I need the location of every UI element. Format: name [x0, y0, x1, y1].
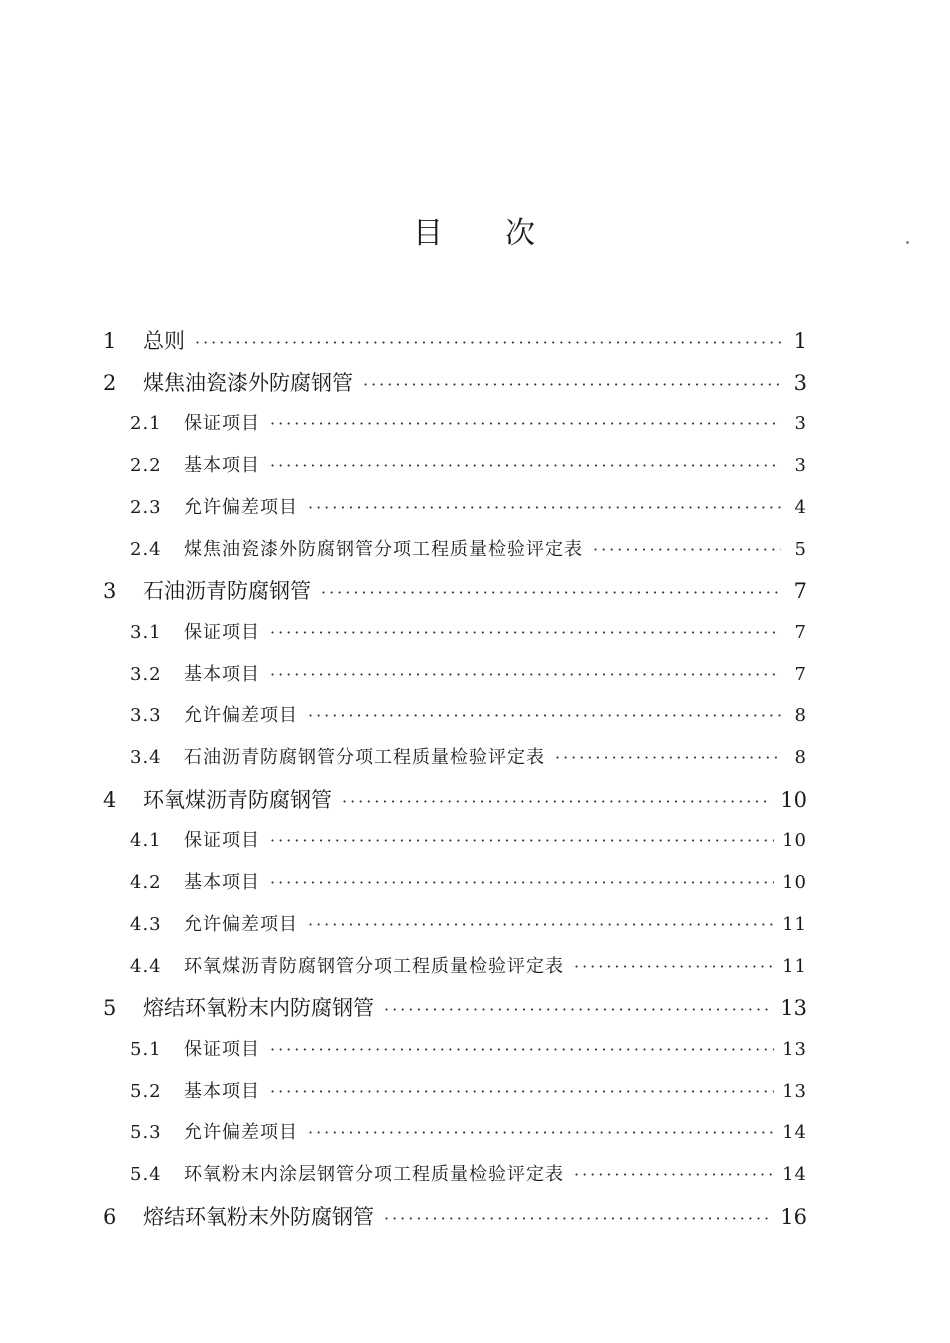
toc-label: 基本项目	[184, 663, 260, 685]
toc-page-number: 3	[794, 455, 807, 477]
toc-label: 保证项目	[184, 1038, 260, 1060]
toc-number: 4.3	[130, 913, 162, 935]
toc-leader-dots	[270, 821, 774, 861]
toc-chapter[interactable]	[103, 780, 807, 820]
toc-page-number: 4	[794, 496, 807, 518]
toc-label: 允许偏差项目	[184, 1122, 298, 1144]
toc-number: 5.3	[130, 1122, 162, 1144]
toc-label: 石油沥青防腐钢管	[143, 579, 311, 604]
toc-label: 基本项目	[184, 1080, 260, 1102]
toc-label: 煤焦油瓷漆外防腐钢管	[143, 370, 353, 395]
toc-section[interactable]	[130, 446, 807, 486]
toc-section[interactable]	[130, 488, 807, 528]
toc-leader-dots	[270, 1072, 774, 1112]
toc-label: 石油沥青防腐钢管分项工程质量检验评定表	[184, 747, 545, 768]
toc-leader-dots	[574, 1155, 774, 1195]
toc-chapter[interactable]	[103, 571, 807, 611]
toc-number: 2.1	[130, 413, 162, 435]
toc-leader-dots	[593, 530, 781, 570]
toc-label: 保证项目	[184, 413, 260, 435]
toc-number: 3.1	[130, 621, 162, 643]
toc-leader-dots	[574, 947, 774, 987]
toc-section[interactable]	[130, 947, 807, 987]
toc-leader-dots	[384, 1199, 772, 1239]
toc-page-number: 11	[782, 913, 807, 935]
toc-number: 3.4	[130, 747, 162, 768]
toc-number: 2	[103, 370, 117, 395]
toc-leader-dots	[308, 905, 774, 945]
toc-label: 基本项目	[184, 455, 260, 477]
toc-number: 4	[103, 787, 117, 812]
toc-number: 4.4	[130, 955, 162, 977]
toc-page-number: 10	[782, 830, 807, 852]
toc-leader-dots	[308, 1113, 774, 1153]
toc-leader-dots	[270, 1030, 774, 1070]
toc-number: 3	[103, 579, 117, 604]
toc-chapter[interactable]	[103, 321, 807, 361]
toc-label: 允许偏差项目	[184, 913, 298, 935]
toc-number: 5	[103, 996, 117, 1021]
toc-page-number: 3	[793, 370, 807, 395]
toc-page-number: 3	[794, 413, 807, 435]
toc-section[interactable]	[130, 1072, 807, 1112]
toc-label: 熔结环氧粉末内防腐钢管	[143, 996, 374, 1021]
toc-number: 3.3	[130, 705, 162, 727]
toc-section[interactable]	[130, 404, 807, 444]
toc-number: 3.2	[130, 663, 162, 685]
toc-number: 5.1	[130, 1038, 162, 1060]
toc-page-number: 1	[793, 329, 807, 353]
toc-section[interactable]	[130, 1030, 807, 1070]
toc-page-number: 8	[794, 705, 807, 727]
toc-section[interactable]	[130, 863, 807, 903]
toc-label: 环氧煤沥青防腐钢管	[143, 787, 332, 812]
toc-leader-dots	[270, 446, 781, 486]
toc-section[interactable]	[130, 613, 807, 653]
toc-leader-dots	[270, 655, 781, 695]
toc-leader-dots	[384, 990, 772, 1030]
toc-leader-dots	[270, 404, 781, 444]
toc-number: 6	[103, 1204, 117, 1229]
toc-leader-dots	[308, 696, 781, 736]
toc-label: 环氧粉末内涂层钢管分项工程质量检验评定表	[184, 1164, 564, 1185]
toc-page-number: 10	[780, 787, 807, 812]
toc-page-number: 10	[782, 872, 807, 894]
toc-page-number: 7	[794, 663, 807, 685]
toc-leader-dots	[270, 863, 774, 903]
toc-leader-dots	[321, 573, 781, 613]
toc-label: 保证项目	[184, 621, 260, 643]
toc-label: 允许偏差项目	[184, 496, 298, 518]
toc-label: 基本项目	[184, 872, 260, 894]
toc-label: 环氧煤沥青防腐钢管分项工程质量检验评定表	[184, 955, 564, 977]
toc-number: 2.3	[130, 496, 162, 518]
toc-page-number: 16	[780, 1204, 807, 1229]
title-char-1: 目	[413, 216, 445, 251]
toc-leader-dots	[555, 738, 781, 778]
toc-section[interactable]	[130, 821, 807, 861]
toc-chapter[interactable]	[103, 1197, 807, 1237]
toc-section[interactable]	[130, 696, 807, 736]
toc-page-number: 7	[794, 621, 807, 643]
toc-label: 保证项目	[184, 830, 260, 852]
toc-number: 1	[103, 329, 117, 353]
toc-chapter[interactable]	[103, 988, 807, 1028]
toc-page-number: 13	[782, 1038, 807, 1060]
toc-label: 总则	[143, 329, 185, 353]
toc-section[interactable]	[130, 905, 807, 945]
toc-section[interactable]	[130, 530, 807, 570]
toc-label: 允许偏差项目	[184, 705, 298, 727]
page-title	[0, 208, 950, 252]
toc-label: 熔结环氧粉末外防腐钢管	[143, 1204, 374, 1229]
toc-page-number: 14	[782, 1122, 807, 1144]
toc-section[interactable]	[130, 1155, 807, 1195]
toc-leader-dots	[195, 323, 781, 363]
toc-page-number: 13	[780, 996, 807, 1021]
toc-page-number: 5	[794, 538, 807, 560]
toc-page-number: 7	[793, 579, 807, 604]
toc-number: 5.2	[130, 1080, 162, 1102]
toc-leader-dots	[342, 782, 772, 822]
toc-section[interactable]	[130, 738, 807, 778]
toc-section[interactable]	[130, 1113, 807, 1153]
toc-page-number: 13	[782, 1080, 807, 1102]
toc-page-number: 11	[782, 955, 807, 977]
title-char-2: 次	[505, 216, 537, 251]
toc-number: 2.4	[130, 538, 162, 560]
toc-page-number: 14	[782, 1164, 807, 1185]
toc-number: 5.4	[130, 1164, 162, 1185]
toc-number: 2.2	[130, 455, 162, 477]
toc-leader-dots	[270, 613, 781, 653]
toc-leader-dots	[363, 365, 781, 405]
toc-page-number: 8	[794, 747, 807, 768]
toc-section[interactable]	[130, 655, 807, 695]
toc-label: 煤焦油瓷漆外防腐钢管分项工程质量检验评定表	[184, 538, 583, 560]
toc-leader-dots	[308, 488, 781, 528]
scan-speck	[906, 241, 909, 244]
toc-number: 4.2	[130, 872, 162, 894]
toc-chapter[interactable]	[103, 363, 807, 403]
toc-number: 4.1	[130, 830, 162, 852]
